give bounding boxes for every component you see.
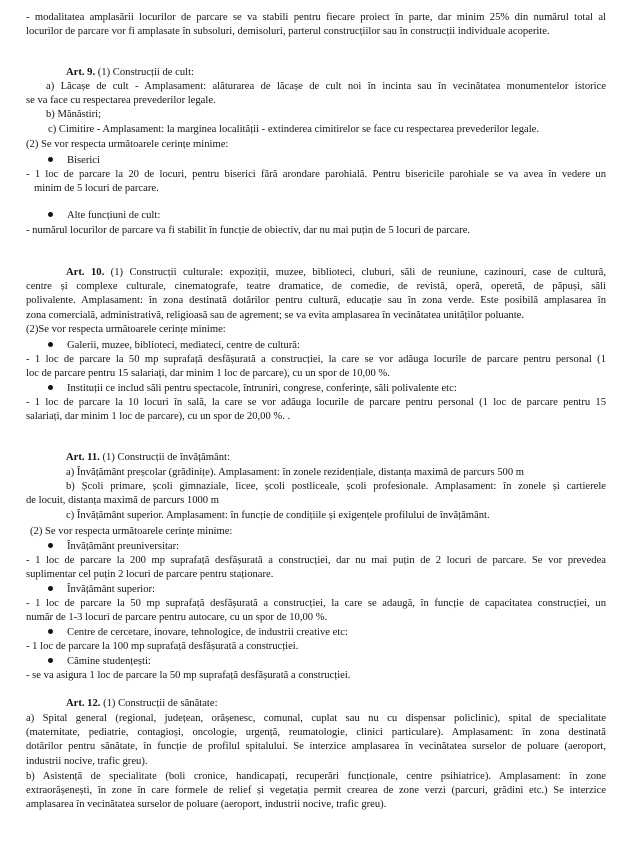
bullet-item: Cămine studențești: — [48, 655, 628, 668]
article-label: Art. 11. — [66, 452, 100, 463]
bullet-icon — [48, 629, 53, 634]
article-label: Art. 12. — [66, 698, 101, 709]
text-line: - 1 loc de parcare la 50 mp suprafață desfășurată a construcției, la care se vor adăuga locurile de parcare pentru personal (1 — [26, 354, 606, 365]
text-line: centre și complexe culturale, cinematografe, teatre dramatice, de comedie, de revistă, operă, operetă, de păpuși, săli — [26, 281, 606, 292]
article-label: Art. 10. — [66, 267, 105, 278]
text-line: b) Școli primare, școli gimnaziale, licee, școli postliceale, școli profesionale. Amplasament: în zonele și cartierele — [66, 481, 606, 492]
text-line: minim de 5 locuri de parcare. — [34, 183, 159, 194]
article-9-heading: Art. 9. (1) Construcții de cult: — [66, 67, 194, 78]
text-line: - 1 loc de parcare la 10 locuri în sală, la care se vor adăuga locurile de parcare pentru personal (1 loc de parcare pentru 15 — [26, 397, 606, 408]
text-line: - 1 loc de parcare la 100 mp suprafață desfășurată a construcției. — [26, 641, 299, 652]
text-line: număr de 1-3 locuri de parcare pentru autocare, cu un spor de 10,00 %. — [26, 612, 328, 623]
text-line: locurilor de parcare vor fi amplasate în subsoluri, demisoluri, parterul construcțiilor sau în construcții individuale acoperite. — [26, 26, 550, 37]
bullet-icon — [48, 157, 53, 162]
text-line: a) Învățământ preșcolar (grădinițe). Amplasament: în zonele rezidențiale, distanța maximă de parcurs 500 m — [66, 467, 525, 478]
text-line: - numărul locurilor de parcare va fi stabilit în funcție de obiectiv, dar nu mai puțin de 5 locuri de parcare. — [26, 225, 471, 236]
bullet-item: Centre de cercetare, inovare, tehnologice, de industrii creative etc: — [48, 626, 628, 639]
bullet-icon — [48, 212, 53, 217]
bullet-item: Învățământ preuniversitar: — [48, 540, 628, 553]
bullet-item: Învățământ superior: — [48, 583, 628, 596]
text-line: (maternitate, pediatrie, contagioși, oncologie, urgență, reumatologie, clinici particulare). Amplasament: în zona destinată — [26, 727, 606, 738]
text-line: extraorășenești, în zone în care formele de relief și vegetația permit crearea de zone verzi (parcuri, grădini etc.) Se interzice — [26, 785, 606, 796]
text-line: suplimentar cel puțin 2 locuri de parcare pentru staționare. — [26, 569, 274, 580]
text-line: - se va asigura 1 loc de parcare la 50 mp suprafață desfășurată a construcției. — [26, 670, 351, 681]
article-11-heading: Art. 11. (1) Construcții de învățământ: — [66, 452, 230, 463]
bullet-icon — [48, 342, 53, 347]
bullet-item: Galerii, muzee, biblioteci, mediateci, centre de cultură: — [48, 339, 628, 352]
text-line: - 1 loc de parcare la 200 mp suprafață desfășurată a construcției, dar nu mai puțin de 2 locuri de parcare. Se vor prevedea — [26, 555, 606, 566]
text-line: industrii nocive, trafic greu). — [26, 756, 148, 767]
text-line: (2)Se vor respecta următoarele cerințe minime: — [26, 324, 226, 335]
bullet-icon — [48, 385, 53, 390]
article-10-heading: Art. 10. (1) Construcții culturale: expoziții, muzee, biblioteci, cluburi, săli de reuniune, cazinouri, case de cultură, — [66, 267, 606, 278]
text-line: dotărilor pentru sănătate, în funcție de profilul spitalului. Se interzice amplasarea în vecinătatea surselor de poluare (aeroport, — [26, 741, 606, 752]
text-line: c) Învățământ superior. Amplasament: în funcție de condițiile și exigențele profilului de învățământ. — [66, 510, 490, 521]
text-line: - modalitatea amplasării locurilor de parcare se va stabili pentru fiecare proiect în parte, dar minim 25% din numărul total al — [26, 12, 606, 23]
text-line: amplasarea în vecinătatea surselor de poluare (aeroport, industrii nocive, trafic greu). — [26, 799, 387, 810]
text-line: (2) Se vor respecta următoarele cerințe minime: — [30, 526, 233, 537]
article-12-heading: Art. 12. (1) Construcții de sănătate: — [66, 698, 218, 709]
text-line: b) Mănăstiri; — [46, 109, 102, 120]
text-line: se va face cu respectarea prevederilor legale. — [26, 95, 216, 106]
text-line: salariați, dar minim 1 loc de parcare), cu un spor de 20,00 %. . — [26, 411, 291, 422]
article-label: Art. 9. — [66, 67, 96, 78]
bullet-item: Biserici — [48, 154, 628, 167]
bullet-icon — [48, 658, 53, 663]
text-line: - 1 loc de parcare la 20 de locuri, pentru biserici fără arondare parohială. Pentru bisericile parohiale se va avea în vedere un — [26, 169, 606, 180]
text-line: loc de parcare pentru 15 salariați, dar minim 1 loc de parcare), cu un spor de 10,00 %. — [26, 368, 390, 379]
bullet-icon — [48, 586, 53, 591]
text-line: a) Lăcașe de cult - Amplasament: alăturarea de lăcașe de cult noi în incinta sau în vecinătatea monumentelor istorice — [46, 81, 606, 92]
text-line: (2) Se vor respecta următoarele cerințe minime: — [26, 139, 229, 150]
text-line: c) Cimitire - Amplasament: la marginea localității - extinderea cimitirelor se face cu respectarea prevederilor legale. — [48, 124, 540, 135]
text-line: a) Spital general (regional, județean, orășenesc, comunal, cuplat sau nu cu dispensar policlinic), spital de specialitate — [26, 713, 606, 724]
bullet-item: Alte funcțiuni de cult: — [48, 209, 628, 222]
text-line: zona comercială, administrativă, religioasă sau de agrement; se va evita amplasarea în vecinătatea unităților poluante. — [26, 310, 524, 321]
text-line: polivalente. Amplasament: în zona destinată dotărilor pentru cultură, educație sau în zona verde. Este posibilă amplasarea în — [26, 295, 606, 306]
text-line: de locuit, distanța maximă de parcurs 1000 m — [26, 495, 219, 506]
bullet-icon — [48, 543, 53, 548]
text-line: - 1 loc de parcare la 50 mp suprafață desfășurată a construcției, la care se adaugă, în funcție de capacitatea construcției, un — [26, 598, 606, 609]
bullet-item: Instituții ce includ săli pentru spectacole, întruniri, congrese, conferințe, săli polivalente etc: — [48, 382, 628, 395]
text-line: b) Asistență de specialitate (boli cronice, handicapați, recuperări funcționale, centre psihiatrice). Amplasament: în zone — [26, 771, 606, 782]
